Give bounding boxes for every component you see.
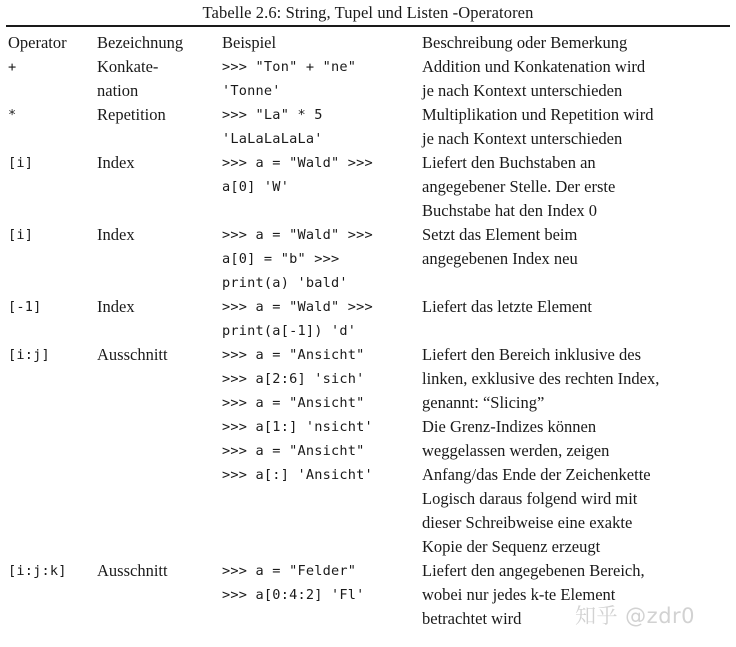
cell-line: a[0] = "b" >>> bbox=[222, 251, 340, 267]
cell-line: Liefert das letzte Element bbox=[422, 297, 592, 316]
cell-line: Index bbox=[97, 225, 135, 244]
cell-operator bbox=[8, 151, 94, 175]
cell-operator bbox=[8, 343, 94, 367]
cell-line: >>> "La" * 5 bbox=[222, 107, 323, 123]
cell-beispiel bbox=[222, 295, 418, 343]
cell-line: angegebener Stelle. Der erste bbox=[422, 177, 616, 196]
table-row bbox=[0, 295, 736, 343]
cell-line: Ausschnitt bbox=[97, 561, 168, 580]
cell-line: >>> a[:] 'Ansicht' bbox=[222, 467, 373, 483]
cell-line: >>> a[0:4:2] 'Fl' bbox=[222, 587, 365, 603]
cell-line: Kopie der Sequenz erzeugt bbox=[422, 537, 601, 556]
cell-line: Konkate- bbox=[97, 57, 159, 76]
cell-line: >>> a = "Wald" >>> bbox=[222, 227, 373, 243]
cell-operator bbox=[8, 103, 94, 127]
cell-line: Index bbox=[97, 297, 135, 316]
cell-beispiel bbox=[222, 151, 418, 199]
cell-line: angegebenen Index neu bbox=[422, 249, 578, 268]
cell-beschreibung bbox=[422, 151, 734, 223]
cell-line: Multiplikation und Repetition wird bbox=[422, 105, 654, 124]
cell-beschreibung bbox=[422, 103, 734, 151]
cell-line: Bezeichnung bbox=[97, 33, 184, 52]
cell-line: Ausschnitt bbox=[97, 345, 168, 364]
cell-line: wobei nur jedes k-te Element bbox=[422, 585, 616, 604]
watermark: 知乎 @zdr0 bbox=[575, 604, 696, 628]
cell-bezeichnung bbox=[97, 103, 219, 127]
cell-operator bbox=[8, 223, 94, 247]
cell-line: Repetition bbox=[97, 105, 166, 124]
cell-line: >>> "Ton" + "ne" bbox=[222, 59, 357, 75]
cell-line: dieser Schreibweise eine exakte bbox=[422, 513, 633, 532]
cell-bezeichnung bbox=[97, 223, 219, 247]
cell-beispiel bbox=[222, 55, 418, 103]
cell-operator bbox=[8, 559, 94, 583]
table-row bbox=[0, 55, 736, 103]
cell-line: Liefert den Bereich inklusive des bbox=[422, 345, 642, 364]
cell-beispiel bbox=[222, 103, 418, 151]
cell-line: >>> a = "Ansicht" bbox=[222, 347, 365, 363]
table-row bbox=[0, 103, 736, 151]
cell-bezeichnung bbox=[97, 55, 219, 103]
table-top-rule bbox=[6, 25, 730, 27]
cell-beispiel bbox=[222, 343, 418, 487]
table-row bbox=[0, 151, 736, 223]
cell-operator bbox=[8, 55, 94, 79]
cell-line: Liefert den Buchstaben an bbox=[422, 153, 596, 172]
cell-line: + bbox=[8, 59, 17, 75]
column-header-bezeichnung bbox=[97, 31, 219, 55]
cell-bezeichnung bbox=[97, 559, 219, 583]
cell-line: Liefert den angegebenen Bereich, bbox=[422, 561, 645, 580]
cell-line: genannt: “Slicing” bbox=[422, 393, 545, 412]
table-row bbox=[0, 343, 736, 559]
cell-line: [-1] bbox=[8, 299, 42, 315]
cell-beispiel bbox=[222, 559, 418, 607]
cell-line: print(a) 'bald' bbox=[222, 275, 348, 291]
cell-line: 'LaLaLaLaLa' bbox=[222, 131, 323, 147]
cell-bezeichnung bbox=[97, 343, 219, 367]
cell-line: >>> a[2:6] 'sich' bbox=[222, 371, 365, 387]
cell-line: je nach Kontext unterschieden bbox=[422, 81, 623, 100]
cell-line: a[0] 'W' bbox=[222, 179, 290, 195]
table-caption: Tabelle 2.6: String, Tupel und Listen -Operatoren bbox=[202, 3, 534, 22]
cell-line: >>> a = "Ansicht" bbox=[222, 395, 365, 411]
cell-line: Die Grenz-Indizes können bbox=[422, 417, 597, 436]
cell-beschreibung bbox=[422, 295, 734, 319]
cell-line: je nach Kontext unterschieden bbox=[422, 129, 623, 148]
cell-line: * bbox=[8, 107, 17, 123]
cell-beispiel bbox=[222, 223, 418, 295]
cell-line: >>> a = "Wald" >>> bbox=[222, 155, 373, 171]
cell-operator bbox=[8, 295, 94, 319]
cell-line: [i:j:k] bbox=[8, 563, 67, 579]
cell-line: 'Tonne' bbox=[222, 83, 281, 99]
cell-line: [i:j] bbox=[8, 347, 50, 363]
cell-beschreibung bbox=[422, 55, 734, 103]
cell-line: [i] bbox=[8, 155, 34, 171]
cell-line: nation bbox=[97, 81, 139, 100]
cell-line: Addition und Konkatenation wird bbox=[422, 57, 646, 76]
cell-line: Beispiel bbox=[222, 33, 277, 52]
cell-line: >>> a = "Ansicht" bbox=[222, 443, 365, 459]
cell-line: Index bbox=[97, 153, 135, 172]
cell-line: Setzt das Element beim bbox=[422, 225, 578, 244]
column-header-beschreibung bbox=[422, 31, 734, 55]
cell-line: [i] bbox=[8, 227, 34, 243]
cell-line: Anfang/das Ende der Zeichenkette bbox=[422, 465, 651, 484]
cell-line: >>> a = "Felder" bbox=[222, 563, 357, 579]
cell-beschreibung bbox=[422, 223, 734, 271]
table-header-row bbox=[0, 31, 736, 55]
cell-line: betrachtet wird bbox=[422, 609, 522, 628]
cell-line: >>> a = "Wald" >>> bbox=[222, 299, 373, 315]
operators-table bbox=[0, 31, 736, 631]
cell-bezeichnung bbox=[97, 295, 219, 319]
table-row bbox=[0, 223, 736, 295]
cell-beschreibung bbox=[422, 343, 734, 559]
cell-line: linken, exklusive des rechten Index, bbox=[422, 369, 660, 388]
cell-line: >>> a[1:] 'nsicht' bbox=[222, 419, 373, 435]
cell-bezeichnung bbox=[97, 151, 219, 175]
column-header-operator bbox=[8, 31, 94, 55]
cell-line: Buchstabe hat den Index 0 bbox=[422, 201, 598, 220]
cell-line: Beschreibung oder Bemerkung bbox=[422, 33, 628, 52]
cell-line: Operator bbox=[8, 33, 67, 52]
cell-line: print(a[-1]) 'd' bbox=[222, 323, 357, 339]
cell-line: weggelassen werden, zeigen bbox=[422, 441, 610, 460]
column-header-beispiel bbox=[222, 31, 418, 55]
cell-line: Logisch daraus folgend wird mit bbox=[422, 489, 638, 508]
